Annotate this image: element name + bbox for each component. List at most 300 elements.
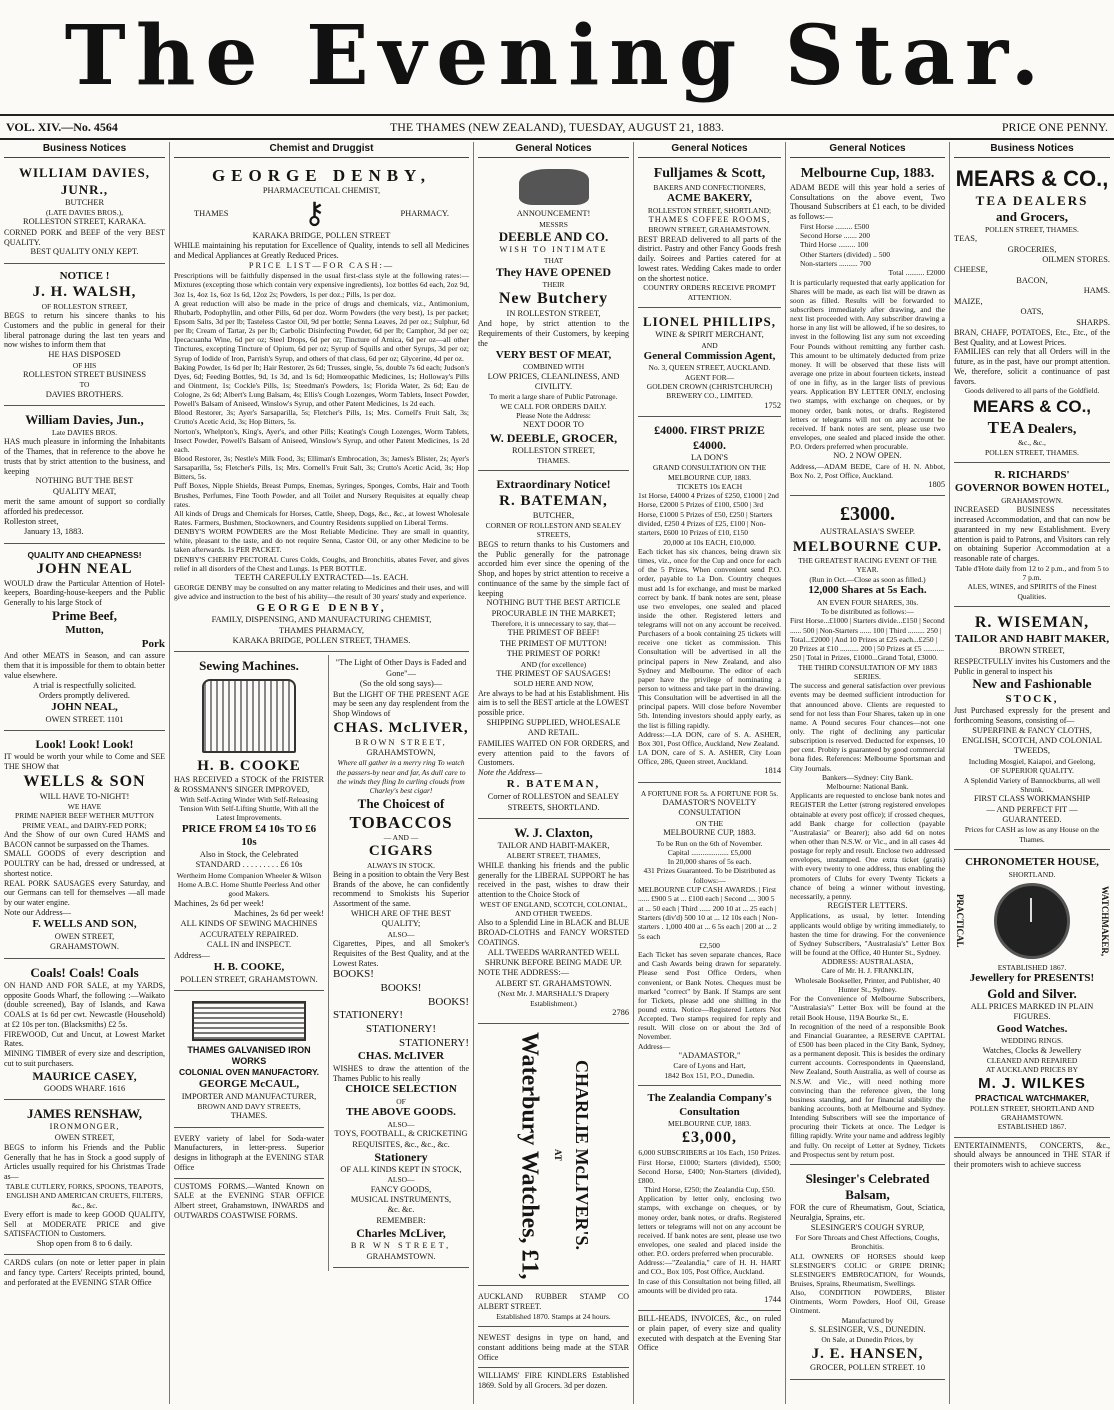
ad-line: AND xyxy=(701,340,718,350)
ad-line: — AND — xyxy=(383,832,419,842)
ad-line: Note the Address— xyxy=(478,768,543,778)
ad-fulljames-scott xyxy=(638,162,781,308)
ad-text: IT would be worth your while to Come and SEE THE SHOW that xyxy=(4,752,165,772)
ad-line: (LATE DAVIES BROS.), xyxy=(46,208,123,218)
ad-line: S. SLESINGER, V.S., DUNEDIN. xyxy=(809,1324,926,1334)
ad-line: 431 Prizes Guaranteed. To be Distributed as follows:— xyxy=(643,866,776,885)
ad-line: LOW PRICES, CLEANLINESS, AND CIVILITY. xyxy=(487,371,620,391)
ad-line: Waterbury Watches, £1, xyxy=(516,1031,543,1280)
ad-line: (Run in Oct.—Close as soon as filled.) xyxy=(809,574,926,584)
ad-line: REMEMBER: xyxy=(376,1215,426,1225)
ad-line: ACME BAKERY, xyxy=(667,192,752,205)
ad-text: Cigarettes, Pipes, and all Smoker's Requisites of the Best Quality, and at the Lowest Rates. xyxy=(333,939,469,968)
ad-line: GUARANTEED. xyxy=(1002,814,1062,824)
ad-line: TEETH CAREFULLY EXTRACTED—1s. EACH. xyxy=(234,572,409,582)
ad-line: WE HAVE xyxy=(67,802,102,812)
ad-title: QUALITY AND CHEAPNESS! xyxy=(27,549,142,560)
ad-line: THEIR xyxy=(542,279,565,289)
ad-line: On Sale, at Dunedin Prices, by xyxy=(821,1335,914,1345)
ad-number: 1101 xyxy=(107,714,124,724)
ad-name: M. J. WILKES xyxy=(978,1074,1086,1092)
ad-line: New and Fashionable xyxy=(972,676,1092,692)
ad-text: First Horse, £1000; Starters (divided), £500; Second Horse, £400; Non-Starters (divided), £800. xyxy=(638,1157,781,1185)
ad-address: ROLLESTON STREET, xyxy=(512,445,595,455)
ad-line: Gold and Silver. xyxy=(987,985,1077,1001)
ad-text: WHILE thanking his friends and the public generally for the LIBERAL SUPPORT he has received in the past, wishes to draw their attention to the Choice Stock of xyxy=(478,860,629,899)
sewing-machine-illustration xyxy=(202,679,296,753)
ad-text: Just Purchased expressly for the present and forthcoming Seasons, consisting of— xyxy=(954,706,1110,725)
ad-name: Fulljames & Scott, xyxy=(653,166,766,182)
ad-james-renshaw xyxy=(4,1103,165,1256)
ad-chronometer-house xyxy=(954,853,1110,1138)
ad-text: ALL OWNERS OF HORSES should keep SLESINGER'S COLIC or GRIPE DRINK; SLESINGER'S EMBROCATION, for Wounds, Bruises, Sprains, Rheumatism, Swellings. xyxy=(790,1251,945,1289)
ad-address: ALBERT STREET, THAMES, xyxy=(506,851,601,861)
ad-address: ROLLESTON STREET, KARAKA. xyxy=(23,217,146,227)
ad-claxton xyxy=(478,822,629,1024)
ad-line: CLEANED AND REPAIRED xyxy=(986,1056,1078,1066)
ad-text: REAL PORK SAUSAGES every Saturday, and our Germans can tell for themselves —all made by our water engine. xyxy=(4,878,165,908)
column-heading: Chemist and Druggist xyxy=(174,142,469,158)
ad-text: BEST BREAD delivered to all parts of the district. Pastry and other Fancy Goods fresh daily. Soirees and Parties catered for at lowest rates. Wedding Cakes made to order on the shortest notice. xyxy=(638,234,781,283)
ad-line: TOYS, FOOTBALL, & CRICKETING REQUISITES, &c., &c., &c. xyxy=(334,1129,468,1149)
ad-line: OILMEN STORES. xyxy=(1042,255,1110,265)
ad-text: Address:—LA DON, care of S. A. ASHER, Box 301, Post Office, Auckland, New Zealand. xyxy=(638,729,781,748)
ad-line: NO. 2 NOW OPEN. xyxy=(833,451,902,461)
ad-title: Melbourne Cup, 1883. xyxy=(800,166,935,182)
ad-line: ALES, WINES, and SPIRITS of the Finest Qualities. xyxy=(967,582,1097,601)
ad-cards: CARDS culars (on note or letter paper in plain and fancy type. Carters' Receipts printed, bound, and perforated at the EVENING STAR Office xyxy=(4,1258,165,1287)
ad-signature: F. WELLS AND SON, xyxy=(32,918,137,931)
ad-customs-forms: CUSTOMS FORMS.—Wanted Known on SALE at the EVENING STAR OFFICE Albert street, Grahamstown, INWARDS and OUTWARDS COASTWISE FORMS. xyxy=(174,1181,324,1220)
ad-title: A FORTUNE FOR 5s. A FORTUNE FOR 5s. xyxy=(640,788,779,798)
ad-title: The Zealandia Company's Consultation xyxy=(647,1091,772,1118)
ad-line: Rolleston street, xyxy=(4,516,59,526)
ad-line: THE ABOVE GOODS. xyxy=(346,1106,456,1119)
ad-galvanised-iron xyxy=(174,994,324,1128)
ad-line: SOLD HERE AND NOW, xyxy=(513,679,594,689)
ad-date: January 13, 1883. xyxy=(24,527,84,537)
column-heading: Business Notices xyxy=(4,142,165,158)
ad-line: Wertheim Home Companion Wheeler & Wilson Home A.B.C. Home Shuttle Peerless And other good Makers. xyxy=(176,870,322,899)
ad-name: WELLS & SON xyxy=(23,772,146,790)
ad-text: INCREASED BUSINESS necessitates increased Accommodation, and that can now be guaranteed in my new Establishment. Every attention is paid to Patrons, and Visitors can rely on obtaining Superior Accommodation at a reasonable rate of charges. xyxy=(954,505,1110,564)
ad-address: GRAHAMSTOWN. xyxy=(50,942,119,952)
col2-right xyxy=(329,655,469,1270)
column-6 xyxy=(950,142,1114,1404)
ad-line: Table d'Hote daily from 12 to 2 p.m., and from 5 to 7 p.m. xyxy=(955,563,1109,583)
price: PRICE ONE PENNY. xyxy=(1001,120,1108,134)
ad-address: ALBERT ST. GRAHAMSTOWN. xyxy=(495,978,612,988)
ad-text: Where all gather in a merry ring To watch the passers-by near and far, As dull care to the winds they fling In curling clouds from Charley's best cigar! xyxy=(336,758,466,796)
ad-text: LA DON, care of S. A. ASHER, City Loan Office, 286, Queen street, Auckland. xyxy=(638,748,781,767)
ad-line: Non-starters .......... 700 xyxy=(800,258,871,268)
ad-line: &c., xyxy=(1018,438,1032,448)
ad-line: and Grocers, xyxy=(996,208,1068,224)
ad-line: To merit a large share of Public Patronage. xyxy=(489,392,618,402)
ad-text: In case of this Consultation not being filled, all amounts will be divided pro rata. xyxy=(638,1276,781,1295)
ad-line: ALL KINDS OF SEWING MACHINES ACCURATELY REPAIRED. xyxy=(180,919,318,939)
ad-line: 1st Horse, £4000 4 Prizes of £250, £1000 | 2nd Horse, £2000 5 Prizes of £100, £500 | 3rd Horse, £1000 5 Prizes of £50, £250 | Starters divided, £250 4 Prizes of £25, £100 | Non-starters, £600 10 Prizes of £10, £150 xyxy=(638,491,779,538)
ad-line: AND (for excellence) xyxy=(520,659,587,669)
ad-davies-jun xyxy=(4,409,165,544)
ad-line: Note our Address— xyxy=(4,907,71,917)
ad-line: OF SUPERIOR QUALITY. xyxy=(990,766,1074,776)
ad-line: Also in Stock, the Celebrated xyxy=(199,849,299,859)
ad-line: Goods delivered to all parts of the Goldfield. xyxy=(964,386,1100,396)
column-1 xyxy=(0,142,170,1404)
ad-line: General Commission Agent, xyxy=(643,349,776,362)
ad-title: COLONIAL OVEN MANUFACTORY. xyxy=(178,1067,320,1078)
ad-line: LA DON'S xyxy=(690,452,729,462)
ad-number: 2786 xyxy=(612,1007,629,1017)
ad-text: Prescriptions will be faithfully dispensed in the usual first-class style at the following rates:—Mixtures (excepting those which contain very expensive ingredients), 1oz bottles 6d each, 2oz 9d, 3oz 1s, 4oz 1s, 6oz 1s 6d, 12oz 2s; Powders, 1s per doz.; Pills, 1s per doz. xyxy=(174,271,469,299)
ad-address: BROWN STREET, xyxy=(999,646,1065,656)
ad-la-don xyxy=(638,420,781,783)
ad-name: WILLIAM DAVIES, JUNR., xyxy=(18,165,151,197)
ad-line: CHOICE SELECTION xyxy=(345,1083,457,1096)
ad-line: SUPERFINE & FANCY CLOTHS, ENGLISH, SCOTCH, AND COLONIAL TWEEDS, xyxy=(962,725,1102,756)
ad-signature: H. B. COOKE, xyxy=(213,961,285,974)
ad-name: MEARS & CO., xyxy=(955,166,1109,192)
ad-title: ANNOUNCEMENT! xyxy=(516,209,591,219)
ad-text: ON HAND AND FOR SALE, at my YARDS, opposite Goods Wharf, the following :—Waikato (double screened), Bay of Islands, and Kawa COALS at 1s 6d per cwt. Newcastle (Household) at £2 10s per ton. (Blacksmiths) £2 5s. xyxy=(4,980,165,1029)
ad-address: KARAKA BRIDGE, POLLEN STREET, THAMES. xyxy=(232,636,411,646)
ad-name: MAURICE CASEY, xyxy=(32,1068,137,1083)
ad-text: Every effort is made to keep GOOD QUALITY, Sell at MODERATE PRICE and give SATISFACTION to Customers. xyxy=(4,1209,165,1239)
ad-line: "The Light of Other Days is Faded and Gone"— xyxy=(335,658,467,678)
ad-line: ALL TWEEDS WARRANTED WELL SHRUNK BEFORE BEING MADE UP. xyxy=(484,947,623,968)
ad-trade: PHARMACEUTICAL CHEMIST, xyxy=(262,186,381,196)
ad-line: AT AUCKLAND PRICES BY xyxy=(985,1065,1079,1075)
ad-text: MINING TIMBER of every size and description, cut to suit purchasers. xyxy=(4,1049,165,1068)
ad-bateman xyxy=(478,474,629,819)
ad-line: PRIME NAPIER BEEF WETHER MUTTON PRIME VEAL, and DAIRY-FED PORK; xyxy=(15,811,154,830)
ad-text: AUCKLAND RUBBER STAMP CO ALBERT STREET. xyxy=(478,1292,629,1312)
column-heading: General Notices xyxy=(478,142,629,158)
ad-address: POLLEN STREET, THAMES. xyxy=(985,447,1079,457)
ad-line: Jewellery for PRESENTS! xyxy=(969,972,1095,985)
ad-line: TEAS, xyxy=(954,234,978,244)
ad-line: Including Mosgiel, Kaiapoi, and Geelong, xyxy=(968,756,1096,766)
ad-line: THE GREATEST RACING EVENT OF THE YEAR. xyxy=(798,556,937,575)
ad-signature: GEORGE DENBY, xyxy=(256,601,387,614)
ad-line: Address— xyxy=(638,1041,671,1051)
ad-text: GEORGE DENBY may be consulted on any matter relating to Medicines and their uses, and will give advice and instruction to the best of his ability—the result of 30 years' study and experience. xyxy=(174,583,469,602)
ad-name: CHAS. McLIVER xyxy=(357,1050,445,1063)
ad-damastor xyxy=(638,786,781,1086)
ad-john-neal xyxy=(4,547,165,732)
ad-line: Melbourne: National Bank. xyxy=(826,782,909,792)
ad-line: Manufactured by xyxy=(841,1315,894,1325)
ad-trade: BUTCHER xyxy=(64,197,105,207)
ad-address: GOODS WHARF. xyxy=(43,1083,107,1093)
ad-line: ROLLESTON STREET BUSINESS xyxy=(22,369,146,379)
ad-line: Therefore, it is unnecessary to say, that— xyxy=(491,619,616,629)
ad-line: OATS, xyxy=(1020,307,1044,317)
ad-text: FOR the cure of Rheumatism, Gout, Sciatica, Neuralgia, Sprains, etc. xyxy=(790,1203,945,1222)
newspaper-title: The Evening Star. xyxy=(64,8,1050,104)
ad-line: Second Horse ....... 200 xyxy=(800,231,870,241)
column-2 xyxy=(170,142,474,1404)
ad-line: GROCERIES, xyxy=(1007,244,1057,254)
ad-line: ALSO— xyxy=(387,1119,415,1129)
ad-australasia-sweep xyxy=(790,499,945,1165)
ad-text: Applicants are requested to enclose bank notes and REGISTER the Letter (strong registered envelopes obtainable at every post office); if crossed cheques, add Bank charge for collection (payable "Australasia" or Bearer); also add 6d on notes when other than N.S.W. or Vic., and in all cases 4d postage for reply and result. Enclose two addressed envelopes, unstamped. One extra ticket (gratis) with every twenty to one address, thus enabling the promoters of Clubs for every Twenty Tickets a chance of being a winner without investing, necessarily, a penny. xyxy=(790,791,945,901)
ad-line: A trial is respectfully solicited. xyxy=(32,680,137,690)
ad-line: CIGARS xyxy=(368,843,434,860)
ad-line: OF ROLLESTON STREET, xyxy=(41,301,128,311)
ad-trade: IMPORTER AND MANUFACTURER, xyxy=(181,1091,317,1101)
ad-line: SHIPPING SUPPLIED, WHOLESALE AND RETAIL. xyxy=(486,717,621,738)
ad-text: Blood Restorer, 3s; Nestle's Milk Food, 3s; Elliman's Embrocation, 3s; James's Blister, 2s; Ayer's Sarsaparilla, 5s; Fletcher's Pills, 1s; Mrs. Cornell's Fruit Salt, 3s; Crutto's Acetic Acid, 3s; Hop Bitters, 5s. xyxy=(174,454,469,482)
ad-signature: JOHN NEAL, xyxy=(51,701,118,714)
ad-address: BROWN STREET, GRAHAMSTOWN. xyxy=(648,225,771,235)
ad-address: SHORTLAND. xyxy=(1008,869,1056,879)
ad-address: BR WN STREET, xyxy=(350,1241,452,1251)
ad-line: QUALITY MEAT, xyxy=(52,486,117,496)
ad-line: IN ROLLESTON STREET, xyxy=(506,308,601,318)
ad-name: GEORGE DENBY, xyxy=(211,166,432,186)
ad-address: THAMES. xyxy=(230,1111,268,1121)
ad-line: Prime Beef, xyxy=(52,607,117,623)
ad-text: BEGS to inform his Friends and the Public Generally that he has in Stock a good supply of Articles usually required for his Christmas Trade as— xyxy=(4,1142,165,1182)
ad-line: MESSRS xyxy=(539,219,568,229)
key-icon: ⚷ xyxy=(303,196,326,230)
ad-line: TABLE CUTLERY, FORKS, SPOONS, TEAPOTS, ENGLISH AND AMERICAN CRUETS, FILTERS, &c., &c. xyxy=(5,1181,164,1210)
ad-address: ROLLESTON STREET, SHORTLAND; xyxy=(647,205,772,215)
clock-icon xyxy=(994,883,1070,959)
ad-trade: IRONMONGER, xyxy=(49,1122,120,1132)
ad-labels: EVERY variety of label for Soda-water Manufacturers, in letter-press. Superior designs in lithograph at the EVENING STAR Office xyxy=(174,1131,324,1179)
ad-name: R. BATEMAN, xyxy=(499,493,608,510)
ad-address: BROWN STREET, xyxy=(355,737,447,747)
ad-line: Address— xyxy=(174,950,210,960)
ad-line: STATIONERY! xyxy=(365,1022,436,1035)
ad-name: J. H. WALSH, xyxy=(32,284,137,301)
ad-name: AUSTRALASIA'S SWEEP. xyxy=(819,527,916,537)
ad-line: COUNTRY ORDERS RECEIVE PROMPT ATTENTION. xyxy=(643,283,776,302)
ad-line: BOOKS! xyxy=(333,968,374,981)
ad-zealandia xyxy=(638,1089,781,1311)
ad-line: WHICH ARE OF THE BEST QUALITY; xyxy=(350,908,452,929)
ad-text: WOULD draw the Particular Attention of Hotel-keepers, Boarding-house-keepers and the Public Generally to his large Stock of xyxy=(4,578,165,608)
ad-text: Address,—ADAM BEDE, Care of H. N. Abbot, Box No. 2, Post Office, Auckland. xyxy=(790,461,945,480)
ad-line: Shop open from 8 to 6 daily. xyxy=(36,1239,133,1249)
ad-title: Extraordinary Notice! xyxy=(496,477,611,492)
ad-line: Pork xyxy=(141,637,165,650)
ad-line: 20,000 at 10s EACH, £10,000. xyxy=(663,537,756,547)
ad-walsh-notice xyxy=(4,267,165,406)
ad-line: (So the old song says)— xyxy=(359,679,443,689)
ad-governor-bowen-hotel xyxy=(954,466,1110,607)
ad-address: POLLEN STREET, THAMES. xyxy=(985,224,1079,234)
ad-line: ALSO— xyxy=(387,929,415,939)
ad-text: Each Ticket has seven separate chances, Race and Cash Awards being drawn for separately. Please send Post Office Orders, when convenient, or Bank Notes. Cheques must be marked "correct" by Bank. If Stamps are sent for Tickets, please add one shilling in the pound extra. Notice—Registered Letters Not Accepted. Two stamps required for reply and result. Will close on or about the 3rd of November. xyxy=(638,950,781,1042)
ad-line: BOOKS! xyxy=(428,995,469,1008)
ad-line: Stationery xyxy=(374,1149,428,1164)
ad-line: STATIONERY! xyxy=(333,1009,404,1022)
ad-line: Machines, 2s 6d per week! xyxy=(174,898,265,908)
ad-line: Good Watches. xyxy=(996,1022,1068,1035)
ad-line: They HAVE OPENED xyxy=(495,264,612,279)
ad-line: ALWAYS IN STOCK. xyxy=(367,860,435,870)
cow-illustration xyxy=(519,169,589,205)
ad-address: OWEN STREET, xyxy=(54,1132,115,1142)
ad-name: DAMASTOR'S NOVELTY CONSULTATION xyxy=(662,798,757,818)
ad-slesinger xyxy=(790,1168,945,1380)
ad-line: MUSICAL INSTRUMENTS, xyxy=(350,1194,452,1204)
ad-name: DEEBLE AND CO. xyxy=(498,229,609,245)
ad-text: Puff Boxes, Nipple Shields, Breast Pumps, Enemas, Syringes, Sponges, Combs, Hair and Tooth Brushes, Perfumes, Fine Tooth Powder, and all Toilet and Nursery Requisites at equally cheap rates. xyxy=(174,481,469,509)
ad-line: New Butchery xyxy=(498,290,609,308)
ad-text: And other MEATS in Season, and can assure them that it is impossible for them to obtain better value elsewhere. xyxy=(4,651,165,680)
column-heading: General Notices xyxy=(638,142,781,158)
ad-line: HE HAS DISPOSED xyxy=(48,350,121,360)
ad-line: SLESINGER'S COUGH SYRUP, xyxy=(810,1222,925,1232)
column-heading: General Notices xyxy=(790,142,945,158)
ad-line: THAMES xyxy=(194,208,229,218)
ad-line: (Next Mr. J. MARSHALL'S Drapery Establishment.) xyxy=(497,989,610,1008)
ad-line: Bankers—Sydney: City Bank. xyxy=(821,772,914,782)
ad-line: THE PRIMEST OF SAUSAGES! xyxy=(496,668,611,678)
ad-line: PRICE FROM £4 10s TO £6 10s xyxy=(181,822,317,849)
ad-waterbury xyxy=(478,1027,629,1286)
ad-text: FIREWOOD, Cut and Uncut, at Lowest Market Rates. xyxy=(4,1029,165,1049)
ad-address: CORNER OF ROLLESTON AND SEALEY STREETS, xyxy=(485,521,622,540)
ad-entertainments: ENTERTAINMENTS, CONCERTS, &c., should always be announced in THE STAR if their promoters wish to achieve success xyxy=(954,1140,1110,1170)
ad-text: BRAN, CHAFF, POTATOES, Etc., Etc., of the Best Quality, and at Lowest Prices. xyxy=(954,327,1110,347)
ad-text: BEGS to return his sincere thanks to his Customers and the public in general for their liberal patronage during the last ten years and now wishes to inform them that xyxy=(4,311,165,350)
ad-line: DAVIES BROTHERS. xyxy=(45,389,124,399)
ad-line: REGISTER LETTERS. xyxy=(827,901,908,911)
ad-fire-kindlers: WILLIAMS' FIRE KINDLERS Established 1869. Sold by all Grocers. 3d per dozen. xyxy=(478,1371,629,1391)
ad-address: GROCER, POLLEN STREET. xyxy=(810,1363,915,1373)
col2-left xyxy=(174,655,329,1270)
ad-line: FIRST CLASS WORKMANSHIP xyxy=(973,794,1091,804)
ad-text: ADAM BEDE will this year hold a series of Consultations on the above event, Two Thousand Subscribers at £1 each, to be divided as follows:— xyxy=(790,182,945,221)
ad-line: £2,500 xyxy=(699,940,720,950)
ad-line: For Sore Throats and Chest Affections, Coughs, Bronchitis. xyxy=(795,1233,940,1252)
ad-text: Norton's, Whelpton's, King's, Ayer's, and other Pills; Keating's Cough Lozenges, Worm Tablets, Insect Powder, Powell's Balsam of Aniseed, Winslow's Syrup, and other Patent Medicines, 1s 2d each. xyxy=(174,426,469,454)
ad-line: AGENT FOR— xyxy=(684,372,735,382)
ad-title: £3000. xyxy=(840,503,895,526)
ad-text: DENBY'S CHERRY PECTORAL Cures Colds, Coughs, and Bronchitis, abates Fever, and gives relief in all disorders of the Chest and Lungs. 1s PER BOTTLE. xyxy=(174,554,469,573)
ad-rubber-stamp xyxy=(478,1289,629,1327)
ad-trade: TAILOR AND HABIT MAKER, xyxy=(954,632,1110,645)
ad-line: Established 1870. Stamps at 24 hours. xyxy=(496,1311,611,1321)
ad-line: THE PRIMEST OF MUTTON! xyxy=(500,638,607,648)
ad-name: MEARS & CO., xyxy=(972,396,1092,416)
ad-line: First Horse ......... £500 xyxy=(800,221,870,231)
ad-number: 1744 xyxy=(764,1294,781,1304)
ad-line: A Splendid Variety of Bannockburns, all well Shrunk. xyxy=(963,775,1101,794)
ad-text: Being in a position to obtain the Very Best Brands of the above, he can confidently recommend to Smokists his Superior Assortment of the same. xyxy=(333,869,469,909)
ad-line: STANDARD . . . . . . . . . £6 10s xyxy=(195,860,303,870)
ad-text: FAMILIES WAITED ON FOR ORDERS, and every attention paid to the favors of Customers. xyxy=(478,738,629,768)
ad-line: Care of Mr. H. J. FRANKLIN, xyxy=(821,966,914,976)
ad-line: FAMILY, DISPENSING, AND MANUFACTURING CHEMIST, xyxy=(211,615,432,625)
ad-name: JOHN NEAL xyxy=(36,561,133,578)
ad-line: COMBINED WITH xyxy=(522,362,585,372)
ad-line: TO xyxy=(79,380,90,390)
ad-line: Watches, Clocks & Jewellery xyxy=(982,1045,1082,1055)
ad-line: ON THE xyxy=(695,818,724,828)
ad-line: OF xyxy=(396,1096,406,1106)
ad-line: NEXT DOOR TO xyxy=(523,420,584,430)
ad-signature: R. BATEMAN, xyxy=(506,778,601,791)
ad-title: NOTICE ! xyxy=(59,269,110,282)
ad-line: MAIZE, xyxy=(954,296,983,306)
ad-title: CHRONOMETER HOUSE, xyxy=(965,855,1099,868)
ad-title: Slesinger's Celebrated Balsam, xyxy=(805,1170,930,1202)
ad-text: It is particularly requested that early application for Shares will be made, as each list will be drawn as soon as filled. Results will be forwarded to subscribers immediately after drawing, and the next list proceeded with. Any subscriber drawing a horse in any list will be allowed, if he so desires, to invest in the following list any sum not exceeding Four Pounds without remitting any further cash. This amount to be ultimately deducted from prize money. It will be observed that these lists will average one prize in about fourteen tickets, instead of one in fifty, as in the larger lists of previous years. Application BY LETTER ONLY, enclosing two stamps, with exchange on cheques, or by money order, bank notes, or drafts. Registered letters or telegrams will not on any account be received. If bank notes are sent, please use two envelopes, one sealed and placed inside the other. P.O. Orders preferred when procurable. xyxy=(790,277,945,452)
ad-line: 6,000 SUBSCRIBERS at 10s Each, 150 Prizes. xyxy=(638,1148,781,1158)
ad-line: OF ALL KINDS KEPT IN STOCK, xyxy=(340,1164,462,1174)
ad-line: WEST OF ENGLAND, SCOTCH, COLONIAL, AND OTHER TWEEDS. xyxy=(479,899,628,919)
ad-line: ESTABLISHED 1867. xyxy=(997,962,1067,972)
ad-text: Each ticket has six chances, being drawn six times, viz., once for the Cup and once for each of the 5 Prizes. When convenient send P.O. order, payable to La Don. Country cheques must add 1s for exchange, and must be marked correct by bank. If bank notes are sent, please use two envelopes, one sealed and placed inside the other. Registered letters and telegrams will not on any account be received. Purchasers of a book containing 25 tickets will receive one ticket as commission. This Consultation will be advertised in all the principal papers in New Zealand, and also Sydney and Melbourne. The editor of each paper have the privilege of nominating a person to witness and take part in the drawing. This Consultation will be advertised in all the principal papers. Will close before November 5th. Intending investors should apply early, as the list is filling rapidly. xyxy=(638,546,781,730)
ad-name: H. B. COOKE xyxy=(197,757,301,774)
ad-text: In recognition of the need of a responsible Book and Financial Guarantee, a RESERVE CAPITAL of £500 has been placed in the City Bank, Sydney, as a permanent deposit. This is besides the ordinary current accounts. Correspondents in Queensland, New Zealand, South Australia, as well of course as N.S.W. and Vic., will need nothing more convincing than the reference given, the long business standing, and for financial stability the banking accounts, both at Melbourne and Sydney. Intending Subscribers will see the importance of procuring their Tickets at once. The Ledger is filling rapidly. Write your name and address legibly and fully. On receipt of Letter at Sydney, Tickets and Prospectus sent by return post. xyxy=(790,1021,945,1159)
ad-address: GRAHAMSTOWN, xyxy=(366,748,436,757)
ad-line: NOTE THE ADDRESS:— xyxy=(478,968,570,978)
ad-name: CHAS. McLIVER, xyxy=(333,719,469,736)
ad-line: With Self-Acting Winder With Self-Releasing Tension With Self-Lifting Shuttle, With all the Latest Improvements. xyxy=(179,794,319,823)
ad-line: Total .......... £2000 xyxy=(888,268,945,278)
ad-line: Late DAVIES BROS. xyxy=(51,428,118,438)
ad-number: 1752 xyxy=(764,400,781,410)
ad-line: 12,000 Shares at 5s Each. xyxy=(808,584,927,597)
ad-line: STOCK, xyxy=(1005,692,1059,705)
ad-address: Corner of ROLLESTON and SEALEY STREETS, SHORTLAND. xyxy=(487,792,620,812)
ad-address: POLLEN STREET, SHORTLAND AND GRAHAMSTOWN. xyxy=(970,1103,1094,1122)
ad-line: In 20,000 shares of 5s each. xyxy=(667,857,752,867)
ad-r-wiseman xyxy=(954,610,1110,850)
ad-bill-heads: BILL-HEADS, INVOICES, &c., on ruled or plain paper, of every size and quality executed with despatch at the Evening Star Office xyxy=(638,1314,781,1353)
ad-name: W. J. Claxton, xyxy=(514,824,593,840)
ad-text: And the Show of our own Cured HAMS and BACON cannot be surpassed on the Thames. xyxy=(4,829,165,849)
ad-george-denby xyxy=(174,162,469,652)
ad-line: £3,000, xyxy=(682,1129,737,1147)
ad-line: HAMS. xyxy=(1083,286,1110,296)
ad-line: THAT xyxy=(543,255,564,265)
ad-line: TICKETS 10s EACH xyxy=(676,481,743,491)
ad-line: CHEESE, xyxy=(954,265,988,275)
ad-line: WILL HAVE TO-NIGHT! xyxy=(39,791,130,801)
ad-line: Mutton, xyxy=(65,624,104,637)
ad-line: First Horse...£1000 | Starters divide...£150 | Second ...... 500 | Non-Starters ...... 100 | Third ......... 250 | Total...£2000 | And 10 Prizes at £25 each...£250 | 20 Prizes at £10 .......... 200 | 50 Prizes at £5 ........... 250 | Total in Prizes, £1000...Grand Total, £3000. xyxy=(790,616,945,663)
ad-line: ALSO— xyxy=(387,1175,415,1185)
ad-text: SMALL GOODS of every description and POULTRY can be had, dressed or undressed, at shortest notice. xyxy=(4,849,165,878)
ad-trade: BAKERS AND CONFECTIONERS, xyxy=(653,182,766,192)
ad-line: CALL IN and INSPECT. xyxy=(206,940,292,950)
ad-signature: Charles McLiver, xyxy=(356,1226,446,1241)
ad-address: GRAHAMSTOWN. xyxy=(1001,496,1063,506)
ad-text: BEST QUALITY ONLY KEPT. xyxy=(30,247,139,257)
ad-line: NOTHING BUT THE BEST xyxy=(35,476,134,486)
ad-line: Care of Lyons and Hart, xyxy=(673,1061,746,1071)
ad-h-b-cooke xyxy=(174,655,324,991)
ad-text: DENBY'S WORM POWDERS are the Most Reliable Medicine. They are small in quantity, white, pleasant to the taste, and do not require Senna, Castor Oil, or any other Medicine to be taken afterwards. 1s PER PACKET. xyxy=(174,527,469,555)
ad-line: Dealers, xyxy=(1027,421,1077,437)
ad-line: THE THIRD CONSULTATION OF MY 1883 SERIES. xyxy=(798,662,937,682)
ad-text: And hope, by strict attention to the Requirements of their Customers, by keeping the xyxy=(478,319,629,348)
column-5 xyxy=(786,142,950,1404)
ad-text: Baking Powder, 1s 6d per lb; Hair Restorer, 2s 6d; Trusses, single, 5s, double 7s 6d each; Judson's Dyes, 6d; Feeding Bottles, 9d, 1s 3d, and 1s 6d; Homœopathic Medicines, 1s; Holloway's Pills and Ointment, 1s; Cockle's Pills, 1s; Steedman's Powders, 1s; Florida Water, 2s 6d; Eau de Cologne, 2s 6d; Albert's Lung Balsam, 4s; Ellis's Cough Lozenges, Worm Tablets, Insect Powder, Powell's Balsam of Aniseed, Winslow's Syrup, and other Patent Medicines, 1s 2d each. xyxy=(174,362,469,409)
ad-line: ADDRESS: AUSTRALASIA, xyxy=(821,957,914,967)
ad-line: — AND PERFECT FIT — xyxy=(986,804,1078,814)
ad-text: Blood Restorer, 3s; Ayer's Sarsaparilla, 5s; Fletcher's Pills, 1s; Mrs. Cornell's Fruit Salt, 3s; Crutto's Acetic Acid, 3s; Hop Bitters, 5s. xyxy=(174,408,469,427)
